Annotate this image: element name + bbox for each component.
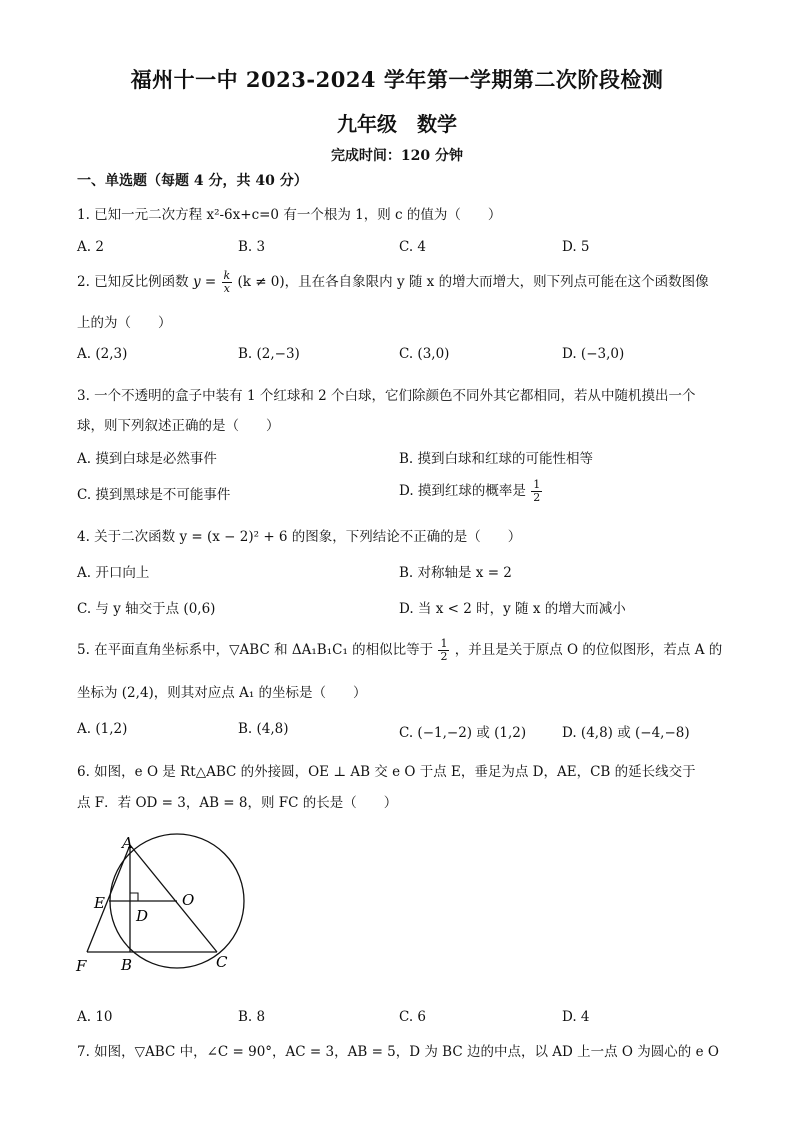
- q5-fraction-numerator: 1: [440, 637, 448, 650]
- label-d: D: [136, 907, 149, 925]
- q5-fraction: [438, 638, 449, 663]
- label-b: B: [121, 956, 133, 974]
- q5-option-c: C. (−1,−2) 或 (1,2): [399, 725, 527, 741]
- question-2-stem: [77, 270, 709, 295]
- question-1-stem: 1. 已知一元二次方程 x²-6x+c=0 有一个根为 1，则 c 的值为（ ）: [77, 207, 502, 223]
- q2-stem-part-b: (k ≠ 0)，且在各自象限内 y 随 x 的增大而增大，则下列点可能在这个函数图像: [237, 274, 709, 290]
- q1-option-b: B. 3: [238, 239, 266, 255]
- q4-option-d: D. 当 x < 2 时，y 随 x 的增大而减小: [399, 601, 626, 617]
- q3-option-c: C. 摸到黑球是不可能事件: [77, 487, 231, 503]
- label-c: C: [216, 953, 228, 971]
- q3-option-d-fraction: [531, 479, 542, 504]
- exam-time: 完成时间：120 分钟: [330, 148, 464, 164]
- q2-stem-part-a: 2. 已知反比例函数: [77, 274, 189, 290]
- label-a: A: [122, 834, 133, 852]
- q5-fraction-denominator: 2: [440, 650, 448, 663]
- q1-option-a: A. 2: [77, 239, 104, 255]
- q1-option-c: C. 4: [399, 239, 427, 255]
- q3-option-a: A. 摸到白球是必然事件: [77, 451, 217, 467]
- q4-option-c: C. 与 y 轴交于点 (0,6): [77, 601, 216, 617]
- q5-option-d: D. (4,8) 或 (−4,−8): [562, 725, 690, 741]
- q5-option-a: A. (1,2): [77, 721, 128, 737]
- q3-option-d-text: D. 摸到红球的概率是: [399, 483, 526, 499]
- q2-option-c: C. (3,0): [399, 346, 450, 362]
- q1-option-d: D. 5: [562, 239, 590, 255]
- q2-stem-part-c: 上的为（ ）: [77, 315, 172, 331]
- label-o: O: [182, 891, 195, 909]
- exam-title: 福州十一中 2023-2024 学年第一学期第二次阶段检测: [130, 67, 664, 92]
- label-f: F: [76, 957, 87, 975]
- q6-option-d: D. 4: [562, 1009, 590, 1025]
- section-heading: 一、单选题（每题 4 分，共 40 分）: [77, 173, 308, 189]
- q4-option-b: B. 对称轴是 x = 2: [399, 565, 512, 581]
- question-4-stem: 4. 关于二次函数 y = (x − 2)² + 6 的图象，下列结论不正确的是（ ）: [77, 529, 522, 545]
- q3-option-d-numerator: 1: [533, 478, 541, 491]
- q6-geometry-figure: [70, 830, 250, 980]
- q6-option-a: A. 10: [77, 1009, 113, 1025]
- q2-fraction: [222, 270, 233, 295]
- line-ac: [130, 845, 217, 952]
- q2-option-d: D. (−3,0): [562, 346, 625, 362]
- q6-option-b: B. 8: [238, 1009, 266, 1025]
- q5-stem-part-b: ，并且是关于原点 O 的位似图形，若点 A 的: [454, 642, 723, 658]
- q2-option-a: A. (2,3): [77, 346, 128, 362]
- label-e: E: [94, 894, 105, 912]
- question-6-stem-b: 点 F．若 OD = 3，AB = 8，则 FC 的长是（ ）: [77, 795, 398, 811]
- question-7-stem: 7. 如图，▽ABC 中，∠C = 90°，AC = 3，AB = 5，D 为 BC 边的中点，以 AD 上一点 O 为圆心的 e O: [77, 1044, 719, 1060]
- q3-option-d-denominator: 2: [533, 491, 541, 504]
- exam-subtitle: 九年级 数学: [337, 112, 457, 136]
- question-3-stem-a: 3. 一个不透明的盒子中装有 1 个红球和 2 个白球，它们除颜色不同外其它都相同，若从中随机摸出一个: [77, 388, 696, 404]
- q5-option-b: B. (4,8): [238, 721, 289, 737]
- q4-option-a: A. 开口向上: [77, 565, 150, 581]
- q2-option-b: B. (2,−3): [238, 346, 300, 362]
- q2-y-equals: y =: [192, 274, 217, 290]
- q5-stem-part-a: 5. 在平面直角坐标系中，▽ABC 和 ΔA₁B₁C₁ 的相似比等于: [77, 642, 434, 658]
- q3-option-d: [399, 479, 543, 504]
- question-6-stem-a: 6. 如图，e O 是 Rt△ABC 的外接圆，OE ⊥ AB 交 e O 于点 E，垂足为点 D，AE，CB 的延长线交于: [77, 764, 696, 780]
- question-5-stem: [77, 638, 722, 663]
- q2-fraction-numerator: k: [223, 269, 231, 282]
- q5-stem-part-c: 坐标为 (2,4)，则其对应点 A₁ 的坐标是（ ）: [77, 685, 367, 701]
- q2-fraction-denominator: x: [223, 282, 230, 295]
- q6-option-c: C. 6: [399, 1009, 427, 1025]
- right-angle-mark: [130, 893, 138, 901]
- q3-option-b: B. 摸到白球和红球的可能性相等: [399, 451, 594, 467]
- question-3-stem-b: 球，则下列叙述正确的是（ ）: [77, 418, 280, 434]
